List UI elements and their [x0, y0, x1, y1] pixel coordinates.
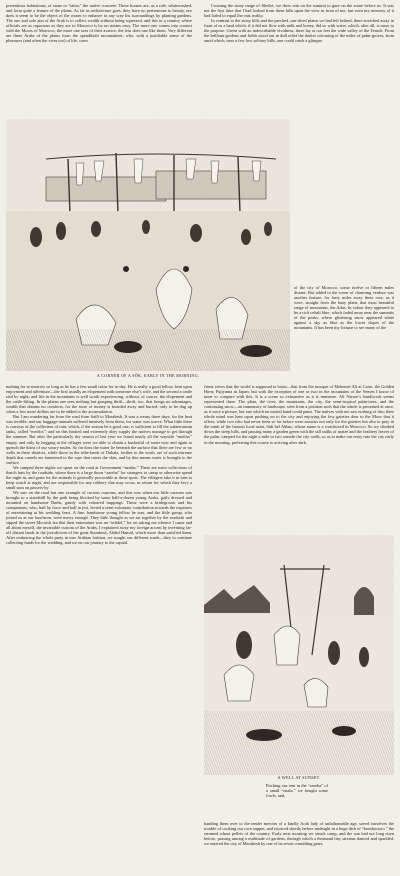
caption-sok: A CORNER OF A SÔK, EARLY IN THE MORNING.	[96, 373, 200, 378]
illustration-sok-market	[6, 119, 290, 371]
caption-well: A WELL AT SUNSET.	[277, 775, 321, 780]
illustration-well-sunset	[204, 535, 394, 775]
paragraph: of the city of Morocco, some twelve or fifteen miles distant. But added to the scene of charming verdure was another feature, for forty miles away there rose, as it were, straight from the hazy plain, that most beautiful range of mountains, the Atlas. In colour they appeared to be a rich cobalt blue, which faded away near the summits of the peaks, where glistening snow appeared white against a sky as blue as the lower slopes of the mountains. It has been my fortune to see many of the	[294, 285, 394, 331]
article-column-top-right	[204, 3, 394, 115]
article-column-mid-left	[6, 384, 192, 873]
article-column-bottom-narrow	[266, 783, 328, 819]
paragraph: nothing for to-morrow so long as he has a few small coins for to-day. He is really a good fellow, bent upon enjoyment and adventure—the first usually an elopement with someone else’s wife, and the second a cattle raid by night; and life in the mountains is well worth experiencing, without, of course, the elopement and the cattle-lifting. In the plains one sees nothing but grasping thrift—thrift, too, that brings no advantages, wealth that obtains no comforts, for the store of money is hoarded away and buried, only to be dug up when a few more dollars are to be added to the accumulation.	[6, 384, 192, 415]
paragraph: But I am wandering far from the road from Saffi to Marakesh. It was a weary three days, for the heat was terrible, and our baggage-animals suffered intensely from thirst, for water was scarce. What little there is consists of the collection of rain, which, if the season be a good one, is sufficient to fill the subterranean tanks, called “metfirs”; and on this limited and extremely dirty supply the natives manage to get through the summer. But after the particularly dry season of last year we found nearly all the wayside “metfirs” empty, and only by begging at the villages were we able to obtain a bucketful of water now and again to quench the thirst of our weary mules. So far does the water lie beneath the surface that there are few or no wells in these districts, while those in the tribe-lands of Dukala, further to the north, are of such extreme depth that camels are harnessed to the rope that raises the skin, and by this means water is brought to the surface.	[6, 414, 192, 465]
article-column-top-left	[6, 3, 192, 115]
paragraph: We camped three nights we spent on the road at Government “nzalas.” These are mere collections of thatch huts by the roadside, where there is a large thorn “zareba” for strangers to camp or otherwise spend the night in, and grain for the animals is generally procurable at these spots. The villagers take it in turn to keep watch at night, and are responsible for any robbery that may occur, in return for which they levy a small sum on passers-by.	[6, 464, 192, 490]
paragraph: In contrast to the stony hills and the parched, sun-dried plains we had left behind, there stretched away in front of us a land which, if it did not flow with milk and honey, did so with water, which, after all, is more to the purpose. Green with an indescribable vividness, there lay at our feet the wide valley of the Tensift. From the brilliant gardens and fields stood out in dull relief the darker colouring of the miles of palm-groves, from amid which, near a few low solitary hills, one could catch a glimpse	[204, 18, 394, 44]
newspaper-page	[6, 3, 394, 873]
paragraph: handing them over to the tender mercies of a kindly Arab lady of unfathomable age, saved ourselves the trouble of cooking our own supper, and rejoiced shortly before midnight in a huge dish of “kooskoosoo,” the steamed wheat pellets of the country. Early next morning we struck camp, and the sun had not long risen before, passing among a multitude of gardens, through which a thousand tiny streams danced and sparkled, we entered the city of Marakesh by one of its seven crumbling gates.	[204, 821, 394, 847]
paragraph: pretentious habitations, of stone or “tabia,” the native concrete. These houses are, as a rule, whitewashed, and form quite a feature of the plains. As far as architecture goes, they have no pretensions to beauty, nor does it seem to be the object of the owner to enhance in any way his surroundings by planting gardens. The one and sole aim of the Arab is to collect wealth without being squeezed, and this in a country where officials are as rapacious as they are in Morocco is by no means easy. The more one comes into contact with the Moors of Morocco, the more one sees of their avarice, the less does one like them. Very different are these Arabs of the plains from the spendthrift mountaineer, who, with a justifiable sense of the pleasures (and often the vices too) of life, cares	[6, 3, 192, 44]
paragraph: Pitching our tent in the “zareba” of a small “nzala,” we bought some fowls, and,	[266, 783, 328, 799]
paragraph: finest views that the world is supposed to boast—that from the mosque of Mehemet Ali at Cairo; the Golden Horn; Fujiyama in Japan; but with the exception of one or two in the mountains of the Yemen I know of none to compare with this. It is a scene so exhaustive as it is immense. All Nature’s handiwork seems represented there. The plain, the river, the mountains, the city, the semi-tropical palm-trees, and the contrasting snow—an immensity of landscape, seen from a position such that the whole is presented at once, as it were a picture, but one which no mortal hand could paint. The natives with me saw nothing of this; their whole mind was bent upon pushing on to the city and enjoying the few gaieties dear to the Moor that it offers; while two who had never been so far before were anxious not only for the gaieties but also to pray in the tomb of the famous local saint, Sidi bel Abbas, whose name is a watchword in Morocco. So we climbed down the steep hills, and passing many a garden green with the tall stalks of maize and the feathery leaves of the palm, camped for the night a mile or two outside the city walls, so as to make our entry into the city early in the morning, preferring this course to arriving after dark.	[204, 384, 394, 445]
paragraph: Crossing the stony range of Jibeilet, we drew rein on the summit to gaze on the scene before us. It was not the first time that I had looked from these hills upon the view in front of me, but even my memory of it had failed to equal the vast reality.	[204, 3, 394, 19]
article-column-inset	[294, 285, 394, 381]
article-column-bottom-right	[204, 821, 394, 873]
paragraph: We saw on the road but one example of curious customs, and this was when our little caravan was brought to a standstill by the path being blocked by some half-a-dozen young Arabs, gaily dressed and mounted on handsome Barbs, gaudy with coloured trappings. These were a bridegroom and his companions, who, half by force and half in jest, levied a semi-voluntary contribution towards the expenses of entertaining at his wedding feast. A fine, handsome young fellow he was, and the little group, who joined us at our luncheon, were merry enough. They little thought as we sat together by the roadside and sipped the sweet Moorish tea that their entertainer was an “infidel,” for on asking me whence I came and all about myself, the invariable custom of the Arabs, I explained away my foreign accent by inventing far-off distant lands in the jurisdiction of the great Stamboul, Abdul Hamid, which more than satisfied them. After embracing the whole party in true Arabian fashion, we sought our different roads—they to continue collecting funds for the wedding, and we on our journey to the capital.	[6, 489, 192, 546]
article-column-mid-right	[204, 384, 394, 530]
